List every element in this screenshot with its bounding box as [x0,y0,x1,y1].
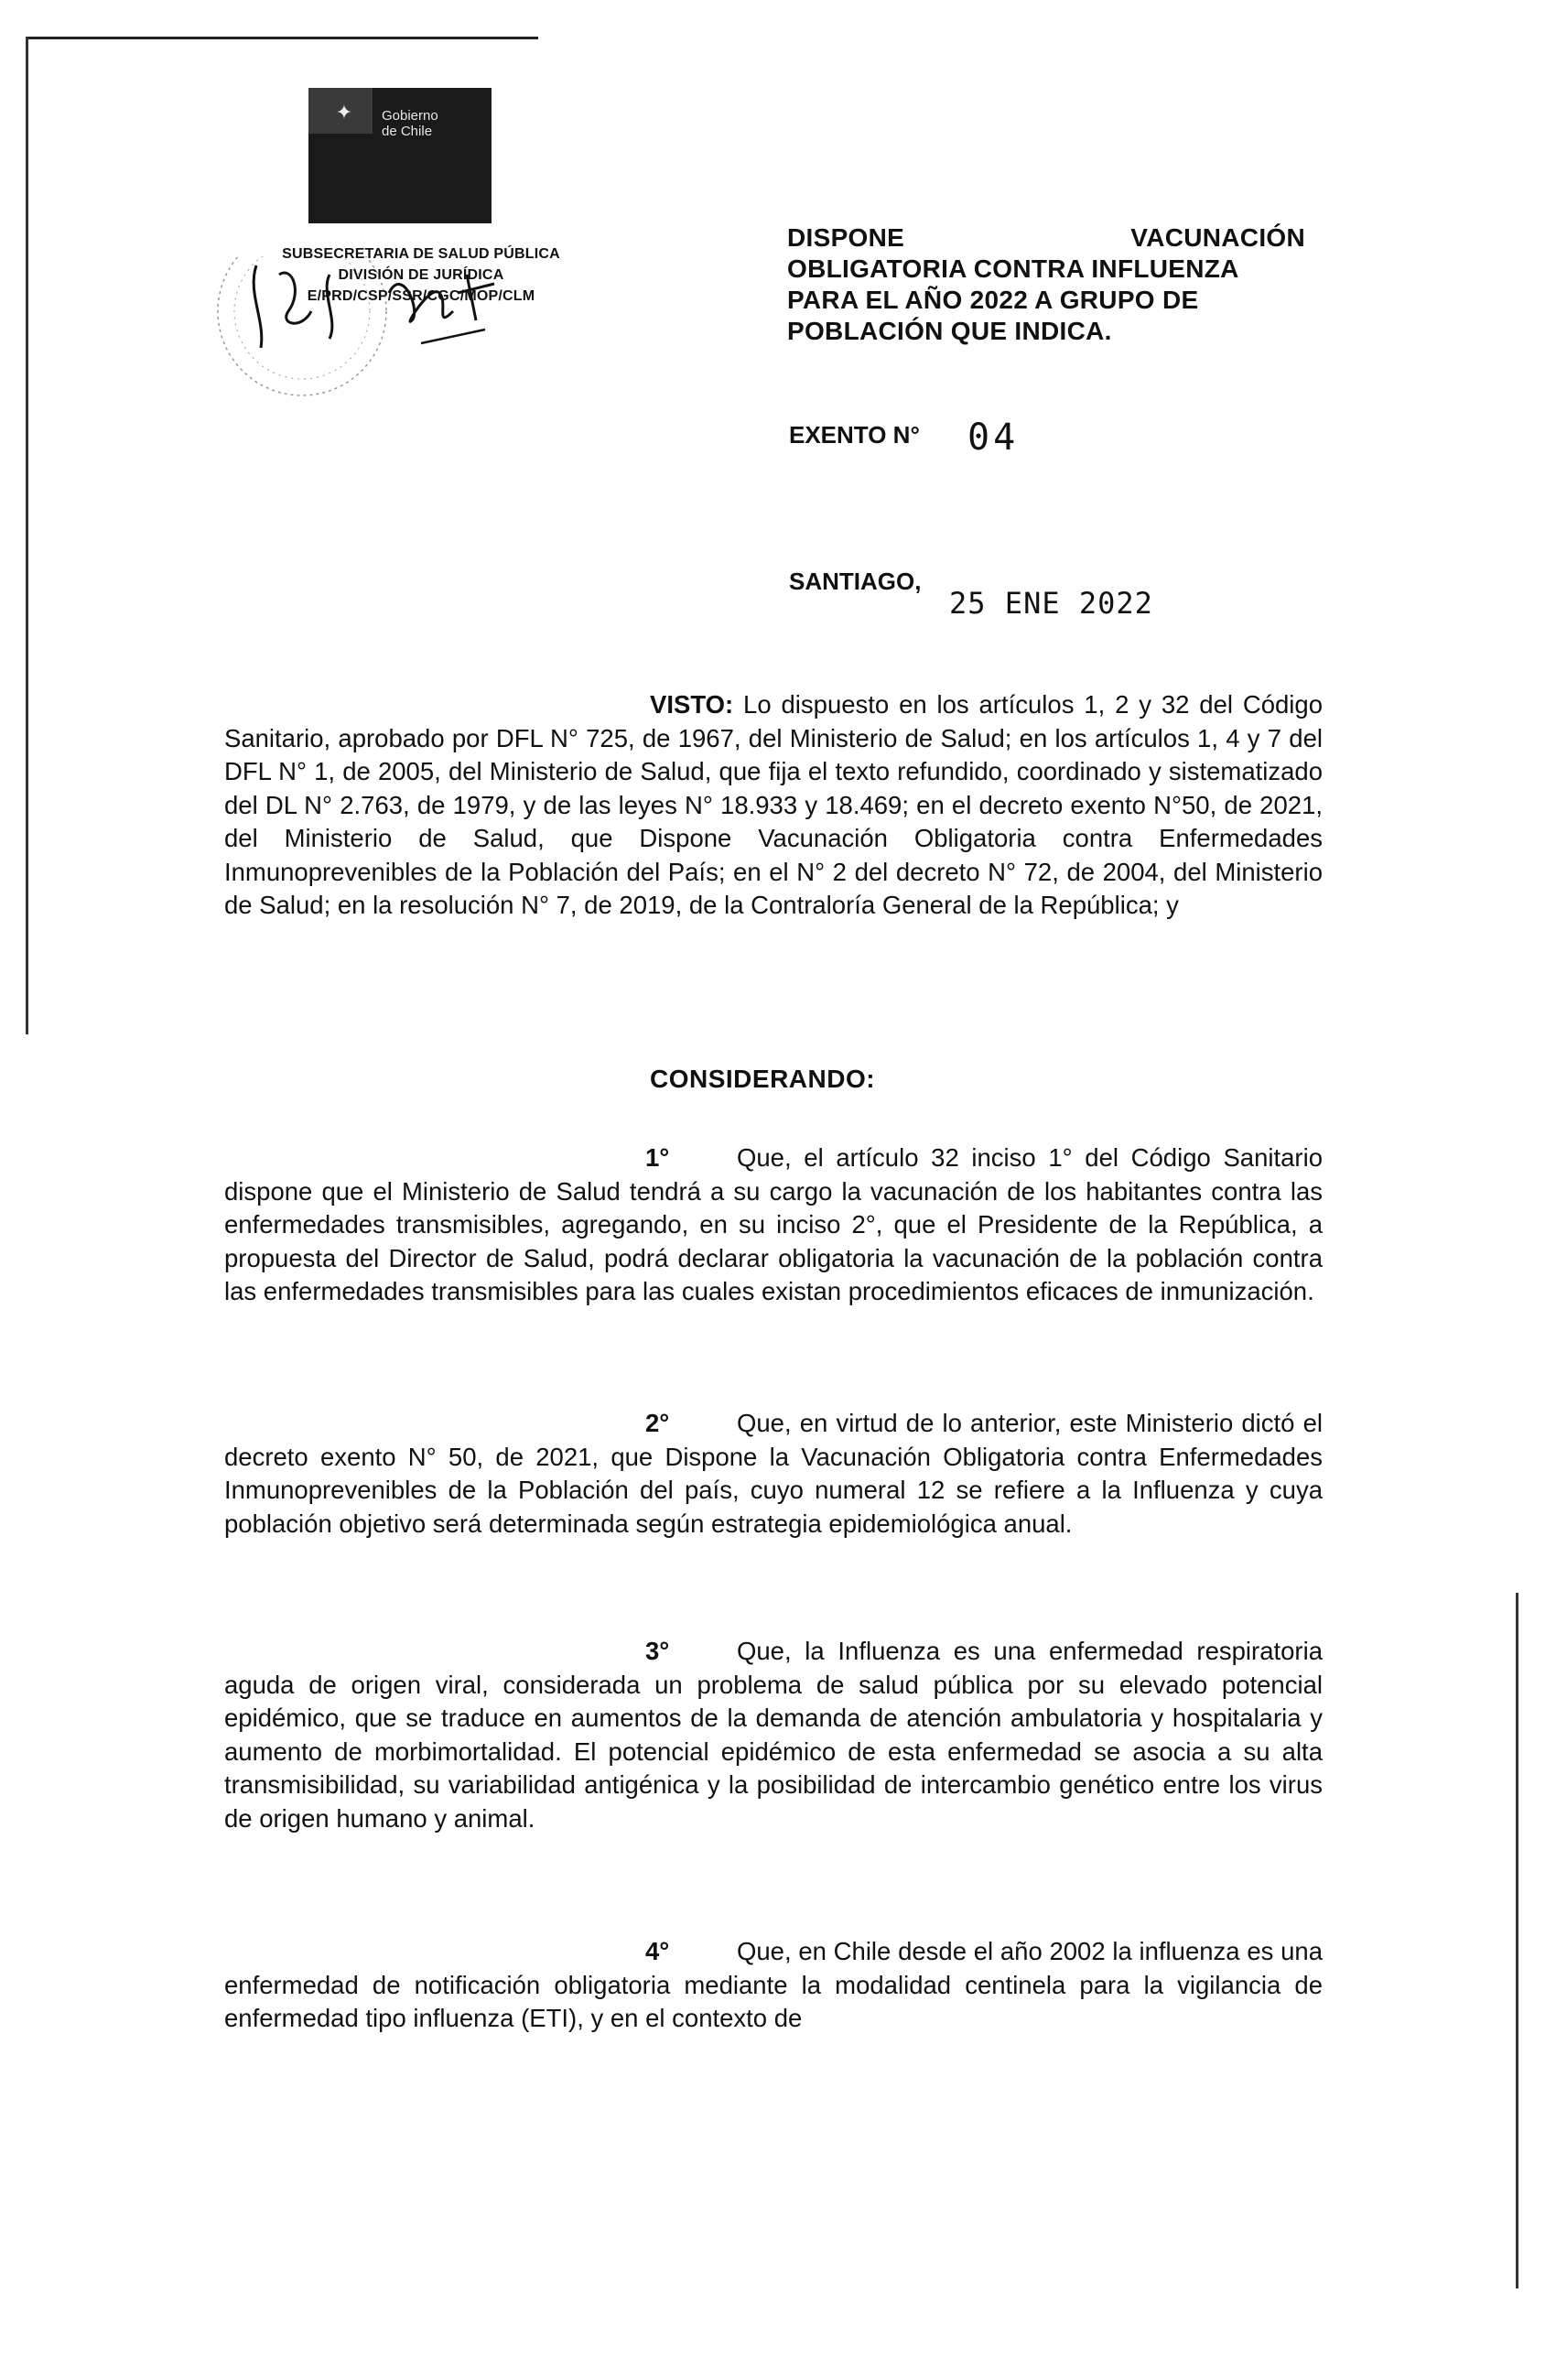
coat-of-arms-icon: ✦ [335,101,353,124]
logo-line-1: Gobierno [382,108,438,124]
considerando-item-3 [224,1635,1323,1835]
gobierno-de-chile-logo [308,88,492,223]
logo-text [382,108,438,139]
ministry-stamp-and-signature [192,256,577,439]
item-number: 3° [645,1637,670,1665]
item-number: 4° [645,1937,670,1965]
exento-number: 04 [967,416,1020,459]
title-line-4: POBLACIÓN QUE INDICA. [787,317,1112,345]
title-line-1-left: DISPONE [787,223,905,252]
item-text: Que, el artículo 32 inciso 1° del Código Sanitario dispone que el Ministerio de Salud tendrá a su cargo la vacunación de los habitantes contra las enfermedades transmisibles, agregando, en su inciso 2°, que el Presidente de la República, a propuesta del Director de Salud, podrá declarar obligatoria la vacunación de la población contra las enfermedades transmisibles para las cuales existan procedimientos eficaces de inmunización. [224,1143,1323,1305]
scan-border-top [26,37,538,39]
document-title [787,222,1305,347]
considerando-heading: CONSIDERANDO: [650,1065,876,1093]
title-line-3: PARA EL AÑO 2022 A GRUPO DE [787,286,1199,314]
scan-border-left [26,37,28,1034]
visto-label: VISTO: [650,690,734,719]
subsecretaria-label: SUBSECRETARIA DE SALUD PÚBLICA [282,246,560,262]
considerando-item-1 [224,1141,1323,1309]
scan-border-right [1516,1593,1518,2288]
title-line-2: OBLIGATORIA CONTRA INFLUENZA [787,254,1239,283]
item-text: Que, en Chile desde el año 2002 la influenza es una enfermedad de notificación obligatoria mediante la modalidad centinela para la vigilancia de enfermedad tipo influenza (ETI), y en el contexto de [224,1937,1323,2032]
item-text: Que, en virtud de lo anterior, este Ministerio dictó el decreto exento N° 50, de 2021, que Dispone la Vacunación Obligatoria contra Enfermedades Inmunoprevenibles de la Población del país, cuyo numeral 12 se refiere a la Influenza y cuya población objetivo será determinada según estrategia epidemiológica anual. [224,1409,1323,1538]
santiago-label: SANTIAGO, [789,568,922,595]
date-stamp: 25 ENE 2022 [949,586,1153,621]
item-text: Que, la Influenza es una enfermedad respiratoria aguda de origen viral, considerada un problema de salud pública por su elevado potencial epidémico, que se traduce en aumentos de la demanda de atención ambulatoria y hospitalaria y aumento de morbimortalidad. El potencial epidémico de esta enfermedad se asocia a su alta transmisibilidad, su variabilidad antigénica y la posibilidad de intercambio genético entre los virus de origen humano y animal. [224,1637,1323,1833]
title-line-1-right: VACUNACIÓN [1130,223,1305,252]
item-number: 2° [645,1409,670,1437]
exento-label: EXENTO N° [789,421,920,449]
item-number: 1° [645,1143,670,1172]
visto-text: Lo dispuesto en los artículos 1, 2 y 32 del Código Sanitario, aprobado por DFL N° 725, de 1967, del Ministerio de Salud; en los artículos 1, 4 y 7 del DFL N° 1, de 2005, del Ministerio de Salud, que fija el texto refundido, coordinado y sistematizado del DL N° 2.763, de 1979, y de las leyes N° 18.933 y 18.469; en el decreto exento N°50, de 2021, del Ministerio de Salud, que Dispone Vacunación Obligatoria contra Enfermedades Inmunoprevenibles de la Población del País; en el N° 2 del decreto N° 72, de 2004, del Ministerio de Salud; en la resolución N° 7, de 2019, de la Contraloría General de la República; y [224,690,1323,919]
division-label: DIVISIÓN DE JURÍDICA [338,267,504,283]
logo-line-2: de Chile [382,124,433,139]
reference-code: E/PRD/CSP/SSR/CGC/MOP/CLM [307,288,535,304]
considerando-item-4 [224,1935,1323,2036]
visto-paragraph [224,688,1323,923]
considerando-item-2 [224,1407,1323,1541]
